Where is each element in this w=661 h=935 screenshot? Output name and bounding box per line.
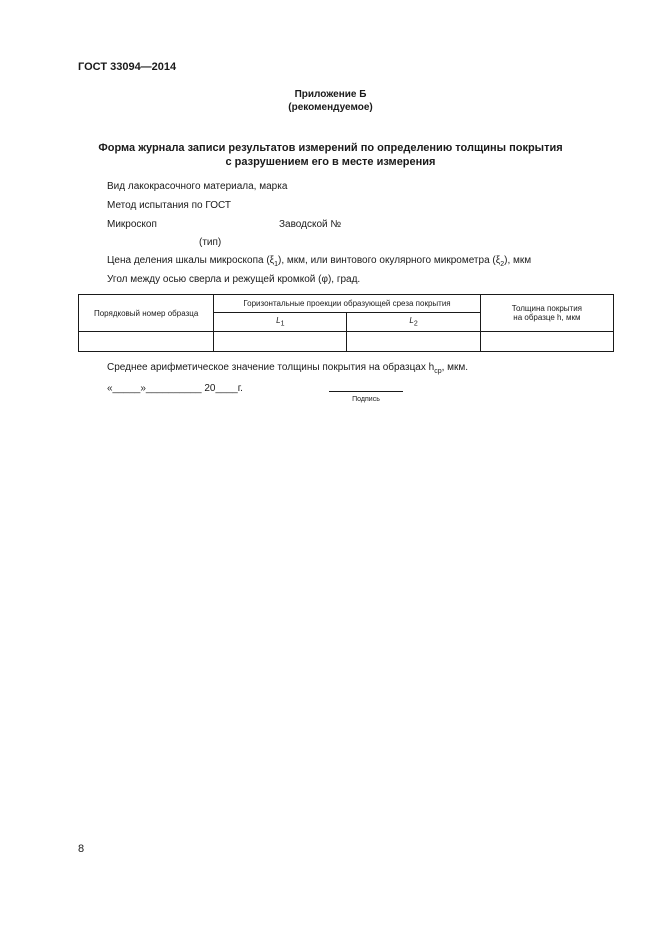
form-title-line2: с разрушением его в месте измерения — [225, 156, 436, 168]
form-title — [0, 141, 661, 169]
division-text-2: ), мкм, или винтового окулярного микрометра (ξ — [278, 255, 501, 266]
field-type-hint: (тип) — [199, 237, 222, 248]
header-projections: Горизонтальные проекции образующей среза покрытия — [214, 295, 480, 313]
average-sub: ср — [434, 368, 442, 375]
cell-l2 — [347, 332, 480, 352]
appendix-subtitle: (рекомендуемое) — [288, 102, 373, 113]
l2-symbol: L — [409, 316, 414, 326]
date-line: «_____»__________ 20____г. — [107, 383, 243, 394]
field-serial: Заводской № — [279, 219, 342, 230]
field-angle: Угол между осью сверла и режущей кромкой (φ), град. — [107, 274, 361, 285]
field-material: Вид лакокрасочного материала, марка — [107, 181, 288, 192]
field-division — [107, 255, 531, 268]
division-text-1: Цена деления шкалы микроскопа (ξ — [107, 255, 275, 266]
average-line — [107, 362, 468, 375]
header-thickness — [480, 295, 613, 332]
header-l2 — [347, 313, 480, 332]
cell-thickness — [480, 332, 613, 352]
signature-label: Подпись — [352, 396, 380, 403]
average-text: Среднее арифметическое значение толщины покрытия на образцах h — [107, 362, 435, 373]
field-microscope: Микроскоп — [107, 219, 157, 230]
appendix-title: Приложение Б — [294, 89, 367, 100]
table-row — [79, 332, 614, 352]
average-unit: , мкм. — [441, 362, 469, 373]
results-table — [78, 294, 614, 352]
header-thickness-line2: на образце h, мкм — [513, 313, 581, 322]
l2-index: 2 — [413, 320, 418, 328]
header-thickness-line1: Толщина покрытия — [511, 304, 582, 313]
field-method: Метод испытания по ГОСТ — [107, 200, 231, 211]
cell-l1 — [214, 332, 347, 352]
division-sub-2: 2 — [500, 261, 505, 268]
division-sub-1: 1 — [274, 261, 279, 268]
document-id: ГОСТ 33094—2014 — [78, 61, 177, 73]
cell-sample — [79, 332, 214, 352]
signature-line — [329, 391, 403, 392]
form-title-line1: Форма журнала записи результатов измерений по определению толщины покрытия — [98, 142, 563, 154]
l1-index: 1 — [280, 320, 285, 328]
header-sample: Порядковый номер образца — [79, 295, 214, 332]
header-l1 — [214, 313, 347, 332]
page-number: 8 — [78, 843, 85, 855]
division-text-3: ), мкм — [504, 255, 532, 266]
l1-symbol: L — [276, 316, 281, 326]
table-header-row — [79, 295, 614, 313]
